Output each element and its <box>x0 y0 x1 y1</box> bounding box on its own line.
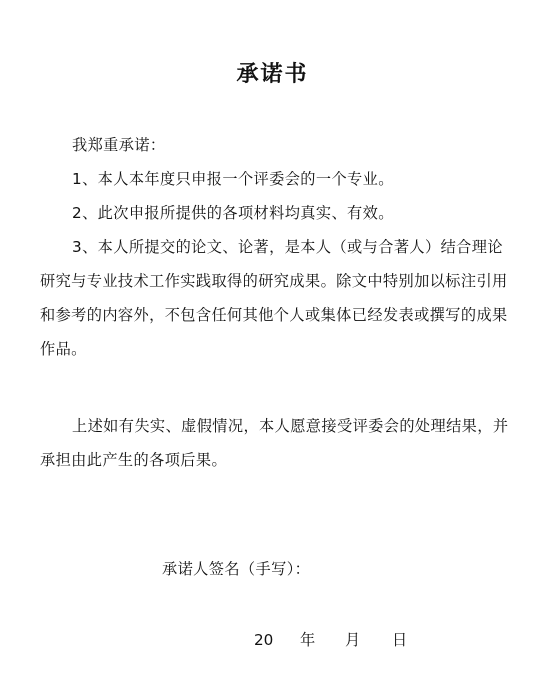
date-year-unit: 年 <box>300 631 316 649</box>
commitment-item-2: 2、此次申报所提供的各项材料均真实、有效。 <box>72 204 394 222</box>
commitment-item-3: 3、本人所提交的论文、论著，是本人（或与合著人）结合理论研究与专业技术工作实践取得的研究成果。除文中特别加以标注引用和参考的内容外，不包含任何其他个人或集体已经发表或撰写的成果作品。 <box>40 238 508 358</box>
date-month-unit: 月 <box>345 631 361 649</box>
signature-label: 承诺人签名（手写）： <box>162 560 311 578</box>
page-title: 承诺书 <box>236 62 309 87</box>
intro-line: 我郑重承诺： <box>72 136 166 154</box>
closing-paragraph-block <box>40 409 510 477</box>
commitment-body <box>40 128 510 366</box>
date-year-prefix: 20 <box>254 631 274 649</box>
commitment-item-1: 1、本人本年度只申报一个评委会的一个专业。 <box>72 170 394 188</box>
closing-paragraph: 上述如有失实、虚假情况，本人愿意接受评委会的处理结果，并承担由此产生的各项后果。 <box>40 417 509 469</box>
date-day-unit: 日 <box>392 631 408 649</box>
